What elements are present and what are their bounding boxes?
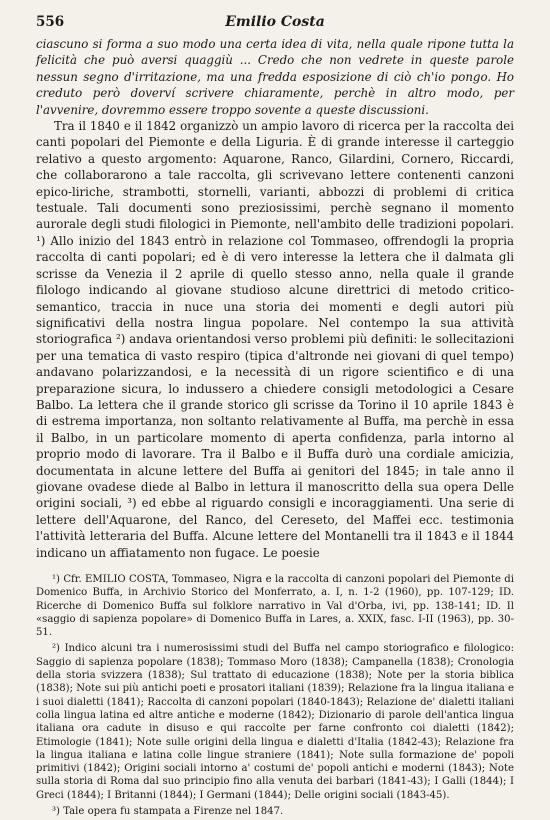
- quote-continuation: ciascuno si forma a suo modo una certa idea di vita, nella quale ripone tutta la felicità che può aversi quaggiù ... Credo che non vedrete in queste parole nessun segno d'irritazione, ma una fredda esposizione di ciò ch'io pongo. Ho creduto però doverví scrivere chiaramente, perchè in altro modo, per l'avvenire, dovremmo essere troppo sovente a queste discussioni.: [36, 37, 514, 117]
- footnote-3: ³) Tale opera fu stampata a Firenze nel 1847.: [52, 806, 284, 818]
- main-text: [36, 36, 514, 561]
- footnotes: [36, 573, 514, 818]
- running-head: Emilio Costa: [225, 14, 325, 30]
- page-header: [36, 14, 514, 30]
- page-number: 556: [36, 14, 65, 30]
- footnote-1: ¹) Cfr. EMILIO COSTA, Tommaseo, Nigra e la raccolta di canzoni popolari del Piemonte di Domenico Buffa, in Archivio Storico del Monferrato, a. I, n. 1-2 (1960), pp. 107-129; ID. Ricerche di Domenico Buffa sul folklore narrativo in Val d'Orba, ivi, pp. 138-141; ID. Il «saggio di sapienza popolare» di Domenico Buffa in Lares, a. XXIX, fasc. I-II (1963), pp. 30-51.: [36, 574, 514, 639]
- footnote-2: ²) Indico alcuni tra i numerosissimi studi del Buffa nel campo storiografico e filologico: Saggio di sapienza popolare (1838); Tommaso Moro (1838); Campanella (1838); Cronologia della storia svizzera (1838); Sul trattato di educazione (1838); Note per la storia biblica (1838); Note sui più antichi poeti e prosatori italiani (1839); Relazione fra la lingua italiana e i suoi dialetti (1841); Raccolta di canzoni popolari (1840-1843); Relazione de' dialetti italiani colla lingua latina ed altre antiche e moderne (1842); Dizionario di parole dell'antica lingua italiana ora cadute in disuso e qui raccolte per farne confronto coi dialetti (1842); Etimologie (1841); Note sulle origini della lingua e dialetti d'Italia (1842-43); Relazione fra la lingua italiana e latina colle lingue straniere (1841); Note sulla formazione de' popoli primitivi (1842); Origini sociali intorno a' costumi de' popoli antichi e moderni (1843); Note sulla storia di Roma dal suo principio fino alla venuta dei barbari (1841-43); I Galli (1844); I Greci (1844); I Britanni (1844); I Germani (1844); Delle origini sociali (1843-45).: [36, 643, 514, 801]
- body-paragraph: Tra il 1840 e il 1842 organizzò un ampio lavoro di ricerca per la raccolta dei canti popolari del Piemonte e della Liguria. È di grande interesse il carteggio relativo a questo argomento: Aquarone, Ranco, Gilardini, Cornero, Riccardi, che collaborarono a tale raccolta, gli scrivevano lettere contenenti canzoni epico-liriche, strambotti, stornelli, varianti, abbozzi di problemi di critica testuale. Tali documenti sono preziosissimi, perchè segnano il momento aurorale degli studi filologici in Piemonte, nell'ambito delle tradizioni popolari. ¹) Allo inizio del 1843 entrò in relazione col Tommaseo, offrendogli la propria raccolta di canti popolari; ed è di vero interesse la lettera che il dalmata gli scrisse da Venezia il 2 aprile di quello stesso anno, nella quale il grande filologo indicando al giovane studioso alcune direttrici di metodo critico-semantico, traccia in nuce una storia dei momenti e degli autori più significativi della nostra lingua popolare. Nel contempo la sua attività storiografica ²) andava orientandosi verso problemi più definiti: le sollecitazioni per una tematica di vasto respiro (tipica d'altronde nei giovani di quel tempo) andavano polarizzandosi, e la necessità di un rigore scientifico e di una preparazione sicura, lo indussero a chiedere consigli metodologici a Cesare Balbo. La lettera che il grande storico gli scrisse da Torino il 10 aprile 1843 è di estrema importanza, non soltanto relativamente al Buffa, ma perchè in essa il Balbo, in un particolare momento di aperta confidenza, parla intorno al proprio modo di lavorare. Tra il Balbo e il Buffa durò una cordiale amicizia, documentata in alcune lettere del Buffa ai genitori del 1845; in tale anno il giovane ovadese diede al Balbo in lettura il manoscritto della sua opera Delle origini sociali, ³) ed ebbe al riguardo consigli e incoraggiamenti. Una serie di lettere dell'Aquarone, del Ranco, del Cereseto, del Maffei ecc. testimonia l'attività letteraria del Buffa. Alcune lettere del Montanelli tra il 1843 e il 1844 indicano un affiatamento non fugace. Le poesie: [36, 119, 514, 560]
